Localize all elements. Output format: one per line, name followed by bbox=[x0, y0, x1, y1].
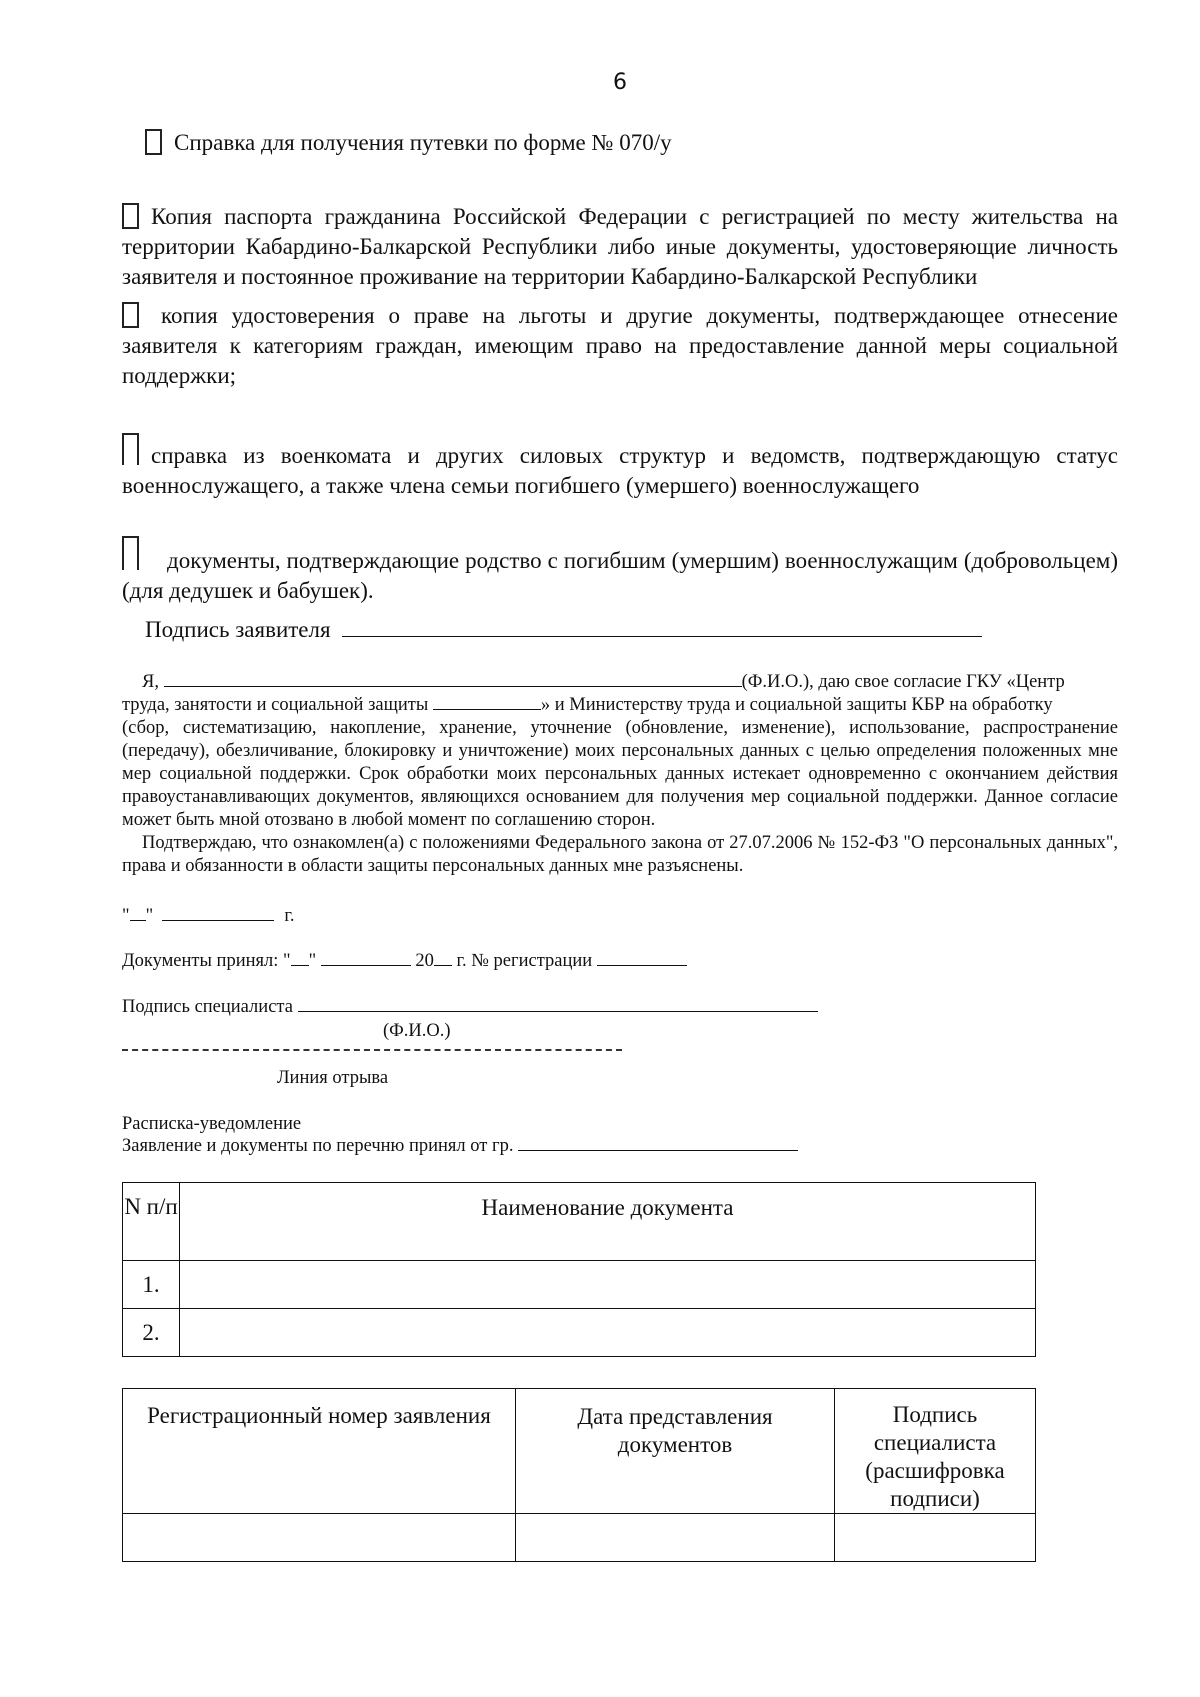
specialist-signature-label: Подпись специалиста bbox=[122, 997, 293, 1017]
col-reg-number-header: Регистрационный номер заявления bbox=[123, 1389, 516, 1514]
specialist-signature-cell[interactable] bbox=[835, 1514, 1036, 1562]
table-row bbox=[123, 1514, 1036, 1562]
specialist-signature-line[interactable] bbox=[298, 999, 818, 1012]
receipt-name-field[interactable] bbox=[518, 1138, 798, 1151]
documents-table-header bbox=[123, 1183, 1036, 1261]
applicant-signature-label: Подпись заявителя bbox=[145, 617, 331, 642]
date-suffix: г. bbox=[284, 906, 295, 926]
consent-fio-hint: (Ф.И.О.), даю свое согласие ГКУ «Центр bbox=[741, 672, 1065, 692]
consent-line2-end: » и Министерству труда и социальной защиты КБР на обработку bbox=[540, 695, 1053, 715]
fio-line[interactable] bbox=[164, 672, 742, 687]
docs-day-field[interactable] bbox=[291, 953, 309, 966]
checkbox-1[interactable] bbox=[145, 129, 162, 155]
registration-table bbox=[122, 1388, 1036, 1562]
specialist-fio-hint: (Ф.И.О.) bbox=[383, 1021, 451, 1041]
docs-quote-close: " bbox=[308, 951, 317, 971]
checklist-item-4 bbox=[122, 433, 1118, 501]
checklist-item-2 bbox=[122, 202, 1118, 292]
docs-reg-label: г. № регистрации bbox=[456, 951, 593, 971]
date-cell[interactable] bbox=[516, 1514, 835, 1562]
checklist-item-5-text: документы, подтверждающие родство с погибшим (умершим) военнослужащим (добровольцем) (для дедушек и бабушек). bbox=[122, 548, 1118, 603]
checkbox-3[interactable] bbox=[122, 302, 139, 328]
applicant-signature-line[interactable] bbox=[342, 618, 982, 637]
receipt-title: Расписка-уведомление bbox=[122, 1114, 302, 1134]
checklist-item-4-text: справка из военкомата и других силовых структур и ведомств, подтверждающую статус военнослужащего, а также члена семьи погибшего (умершего) военнослужащего bbox=[122, 443, 1118, 498]
date-line bbox=[122, 906, 295, 927]
tear-line-label: Линия отрыва bbox=[277, 1068, 389, 1088]
documents-table bbox=[122, 1182, 1036, 1357]
checklist-item-2-text: Копия паспорта гражданина Российской Федерации с регистрацией по месту жительства на территории Кабардино-Балкарской Республики либо иные документы, удостоверяющие личность заявителя и постоянное проживание на территории Кабардино-Балкарской Республики bbox=[122, 204, 1118, 289]
date-quote-close: " bbox=[145, 906, 154, 926]
col-date-header: Дата представления документов bbox=[516, 1389, 835, 1514]
checklist-item-1-text: Справка для получения путевки по форме № 070/у bbox=[174, 130, 672, 155]
reg-number-field[interactable] bbox=[597, 953, 687, 966]
receipt-line bbox=[122, 1136, 798, 1157]
document-name-cell[interactable] bbox=[180, 1261, 1036, 1309]
day-field[interactable] bbox=[130, 908, 146, 921]
reg-number-cell[interactable] bbox=[123, 1514, 516, 1562]
document-name-cell[interactable] bbox=[180, 1309, 1036, 1357]
consent-prefix: Я, bbox=[142, 672, 159, 692]
checklist-item-1 bbox=[145, 128, 1045, 158]
checkbox-4[interactable] bbox=[122, 433, 139, 465]
docs-accepted-label: Документы принял: " bbox=[122, 951, 291, 971]
table-row bbox=[123, 1261, 1036, 1309]
docs-year: 20 bbox=[415, 951, 434, 971]
docs-accepted bbox=[122, 951, 687, 972]
checkbox-2[interactable] bbox=[122, 203, 139, 229]
col-number-header: N п/п bbox=[123, 1183, 180, 1261]
consent-body: (сбор, систематизацию, накопление, хранение, уточнение (обновление, изменение), использование, распространение (передачу), обезличивание, блокировку и уничтожение) моих персональных данных с целью определения положенных мне мер социальной поддержки. Срок обработки моих персональных данных истекает одновременно с окончанием действия правоустанавливающих документов, являющихся основанием для получения мер социальной поддержки. Данное согласие может быть мной отозвано в любой момент по соглашению сторон. bbox=[122, 718, 1118, 830]
registration-table-header bbox=[123, 1389, 1036, 1514]
center-name-line[interactable] bbox=[433, 695, 541, 710]
col-document-name-header: Наименование документа bbox=[180, 1183, 1036, 1261]
col-specialist-signature-header: Подпись специалиста (расшифровка подписи) bbox=[835, 1389, 1036, 1514]
consent-block bbox=[122, 671, 1118, 878]
checklist-item-3-text: копия удостоверения о праве на льготы и другие документы, подтверждающее отнесение заявителя к категориям граждан, имеющим право на предоставление данной меры социальной поддержки; bbox=[122, 303, 1118, 388]
checklist-item-5 bbox=[122, 536, 1118, 606]
date-quote-open: " bbox=[122, 906, 130, 926]
tear-line bbox=[122, 1049, 622, 1051]
row-number: 2. bbox=[123, 1309, 180, 1357]
checklist-item-3 bbox=[122, 301, 1118, 391]
docs-month-field[interactable] bbox=[321, 953, 411, 966]
receipt-line-text: Заявление и документы по перечню принял от гр. bbox=[122, 1136, 514, 1156]
specialist-signature bbox=[122, 997, 818, 1018]
checkbox-5[interactable] bbox=[122, 536, 139, 570]
consent-confirm: Подтверждаю, что ознакомлен(а) с положениями Федерального закона от 27.07.2006 № 152-ФЗ "О персональных данных", права и обязанности в области защиты персональных данных мне разъяснены. bbox=[122, 833, 1118, 876]
page-number: 6 bbox=[613, 70, 627, 95]
applicant-signature bbox=[145, 617, 982, 643]
consent-line2-start: труда, занятости и социальной защиты bbox=[122, 695, 429, 715]
docs-year-field[interactable] bbox=[434, 953, 452, 966]
table-row bbox=[123, 1309, 1036, 1357]
month-field[interactable] bbox=[162, 908, 274, 921]
row-number: 1. bbox=[123, 1261, 180, 1309]
